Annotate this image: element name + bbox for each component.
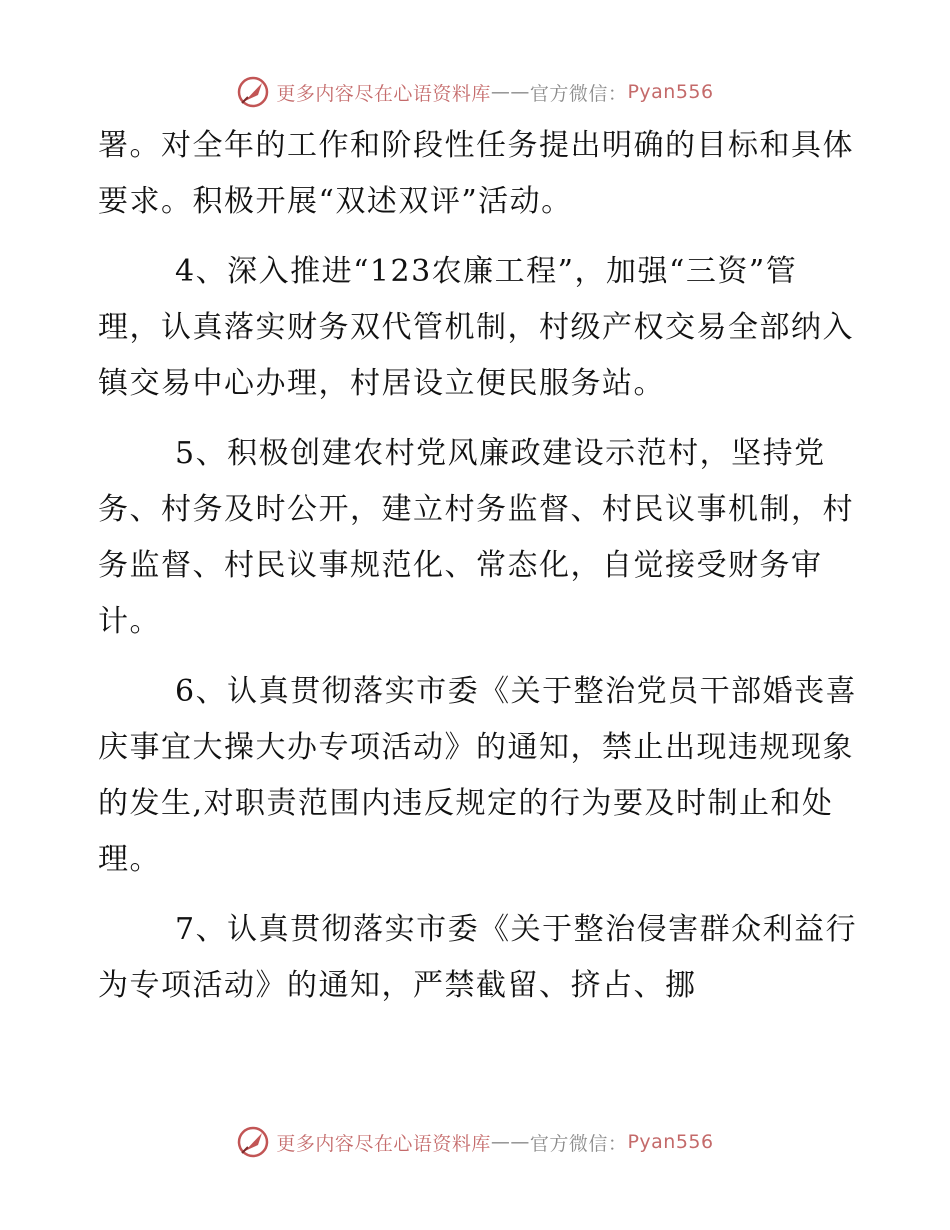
document-body [98,118,858,1028]
watermark-main-text: 更多内容尽在心语资料库 [276,1132,491,1155]
paragraph-item-4: 4、深入推进“123农廉工程”，加强“三资”管理，认真落实财务双代管机制，村级产权交易全部纳入镇交易中心办理，村居设立便民服务站。 [98,254,854,401]
header-watermark [0,72,950,112]
watermark-separator: —— [490,1131,530,1153]
paragraph-continuation: 署。对全年的工作和阶段性任务提出明确的目标和具体要求。积极开展“双述双评”活动。 [98,128,854,219]
paragraph-item-7: 7、认真贯彻落实市委《关于整治侵害群众利益行为专项活动》的通知，严禁截留、挤占、挪 [98,912,858,1003]
watermark-official-label: 官方微信： [529,1132,628,1155]
watermark-account-id: Pyan556 [627,1131,714,1153]
paragraph-item-5: 5、积极创建农村党风廉政建设示范村，坚持党务、村务及时公开，建立村务监督、村民议事机制，村务监督、村民议事规范化、常态化，自觉接受财务审计。 [98,436,854,639]
quill-logo-icon [236,1125,270,1159]
paragraph-item-6: 6、认真贯彻落实市委《关于整治党员干部婚丧喜庆事宜大操大办专项活动》的通知，禁止出现违规现象的发生,对职责范围内违反规定的行为要及时制止和处理。 [98,674,858,877]
watermark-account-id: Pyan556 [627,81,714,103]
watermark-separator: —— [490,81,530,103]
footer-watermark [0,1122,950,1162]
quill-logo-icon [236,75,270,109]
watermark-official-label: 官方微信： [529,82,628,105]
watermark-main-text: 更多内容尽在心语资料库 [276,82,491,105]
